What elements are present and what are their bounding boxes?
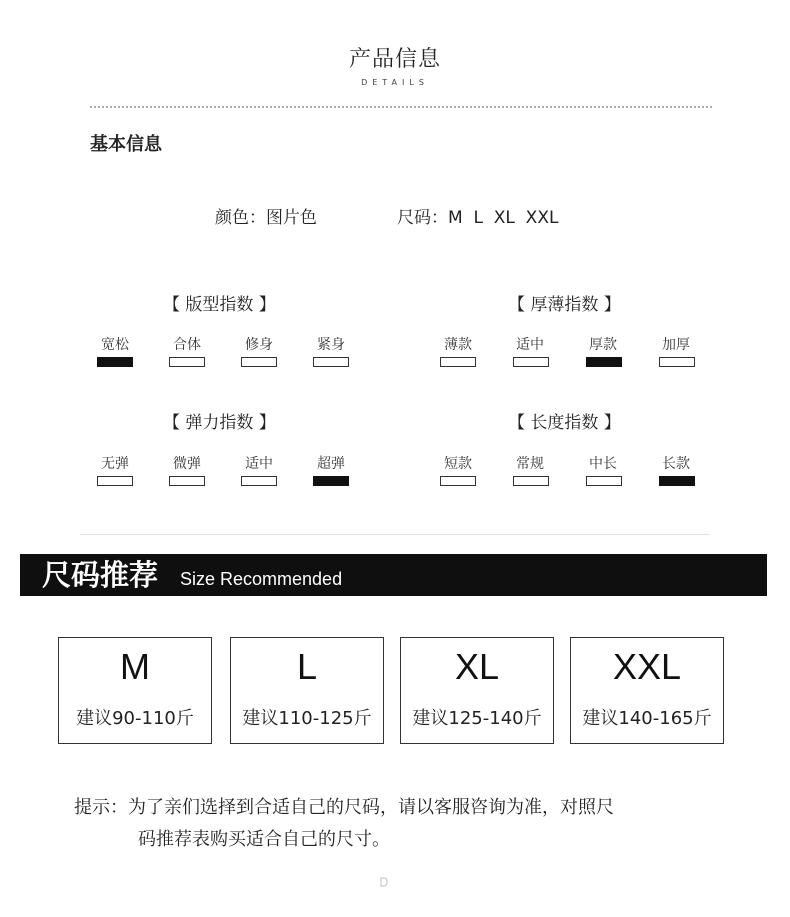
elasticity-option-label: 微弹 <box>173 456 201 472</box>
tip-text-line1: 提示：为了亲们选择到合适自己的尺码，请以客服咨询为准，对照尺 <box>74 797 614 818</box>
size-card-m <box>58 637 212 744</box>
thickness-option-label: 加厚 <box>662 337 690 353</box>
size-label: L <box>296 646 318 687</box>
thickness-indicator-selected <box>586 357 622 367</box>
fit-option-label: 合体 <box>173 337 201 353</box>
size-card-xl <box>400 637 554 744</box>
fit-option-label: 宽松 <box>101 337 129 353</box>
length-indicator <box>586 476 622 486</box>
color-info: 颜色：图片色 <box>215 208 317 228</box>
elasticity-indicator <box>169 476 205 486</box>
size-recommend-banner <box>20 554 767 596</box>
length-indicator-selected <box>659 476 695 486</box>
page-subtitle: DETAILS <box>361 78 429 87</box>
length-indicator <box>440 476 476 486</box>
length-option-label: 常规 <box>516 456 544 472</box>
faint-mark-icon <box>378 876 390 888</box>
fit-index-title: 【 版型指数 】 <box>163 295 276 315</box>
fit-indicator-selected <box>97 357 133 367</box>
section-divider <box>80 534 710 535</box>
fit-indicator <box>241 357 277 367</box>
basic-info-heading: 基本信息 <box>90 134 162 155</box>
length-indicator <box>513 476 549 486</box>
size-recommendation: 建议125-140斤 <box>412 708 542 729</box>
elasticity-indicator-selected <box>313 476 349 486</box>
banner-title-cn: 尺码推荐 <box>42 558 159 592</box>
elasticity-option-label: 超弹 <box>317 456 345 472</box>
fit-option-label: 修身 <box>245 337 273 353</box>
fit-indicator <box>169 357 205 367</box>
size-label: M <box>120 646 150 687</box>
thickness-option-label: 厚款 <box>589 337 617 353</box>
tip-text-line2: 码推荐表购买适合自己的尺寸。 <box>138 829 390 850</box>
size-label: XXL <box>612 646 682 687</box>
size-recommendation: 建议140-165斤 <box>582 708 712 729</box>
elasticity-indicator <box>97 476 133 486</box>
thickness-indicator <box>659 357 695 367</box>
length-option-label: 短款 <box>444 456 472 472</box>
elasticity-option-label: 无弹 <box>101 456 129 472</box>
elasticity-index-title: 【 弹力指数 】 <box>163 413 276 433</box>
thickness-indicator <box>513 357 549 367</box>
size-card-l <box>230 637 384 744</box>
thickness-option-label: 薄款 <box>444 337 472 353</box>
size-label: XL <box>454 646 500 687</box>
size-card-xxl <box>570 637 724 744</box>
fit-option-label: 紧身 <box>317 337 345 353</box>
size-info: 尺码：M L XL XXL <box>397 208 559 228</box>
dotted-divider <box>90 106 712 108</box>
elasticity-option-label: 适中 <box>245 456 273 472</box>
elasticity-indicator <box>241 476 277 486</box>
page-title: 产品信息 <box>348 47 441 72</box>
fit-indicator <box>313 357 349 367</box>
size-recommendation: 建议110-125斤 <box>242 708 372 729</box>
banner-title-en: Size Recommended <box>180 569 343 589</box>
length-option-label: 中长 <box>589 456 617 472</box>
size-recommendation: 建议90-110斤 <box>76 708 194 729</box>
length-index-title: 【 长度指数 】 <box>508 413 621 433</box>
thickness-indicator <box>440 357 476 367</box>
thickness-option-label: 适中 <box>516 337 544 353</box>
length-option-label: 长款 <box>662 456 690 472</box>
thickness-index-title: 【 厚薄指数 】 <box>508 295 621 315</box>
